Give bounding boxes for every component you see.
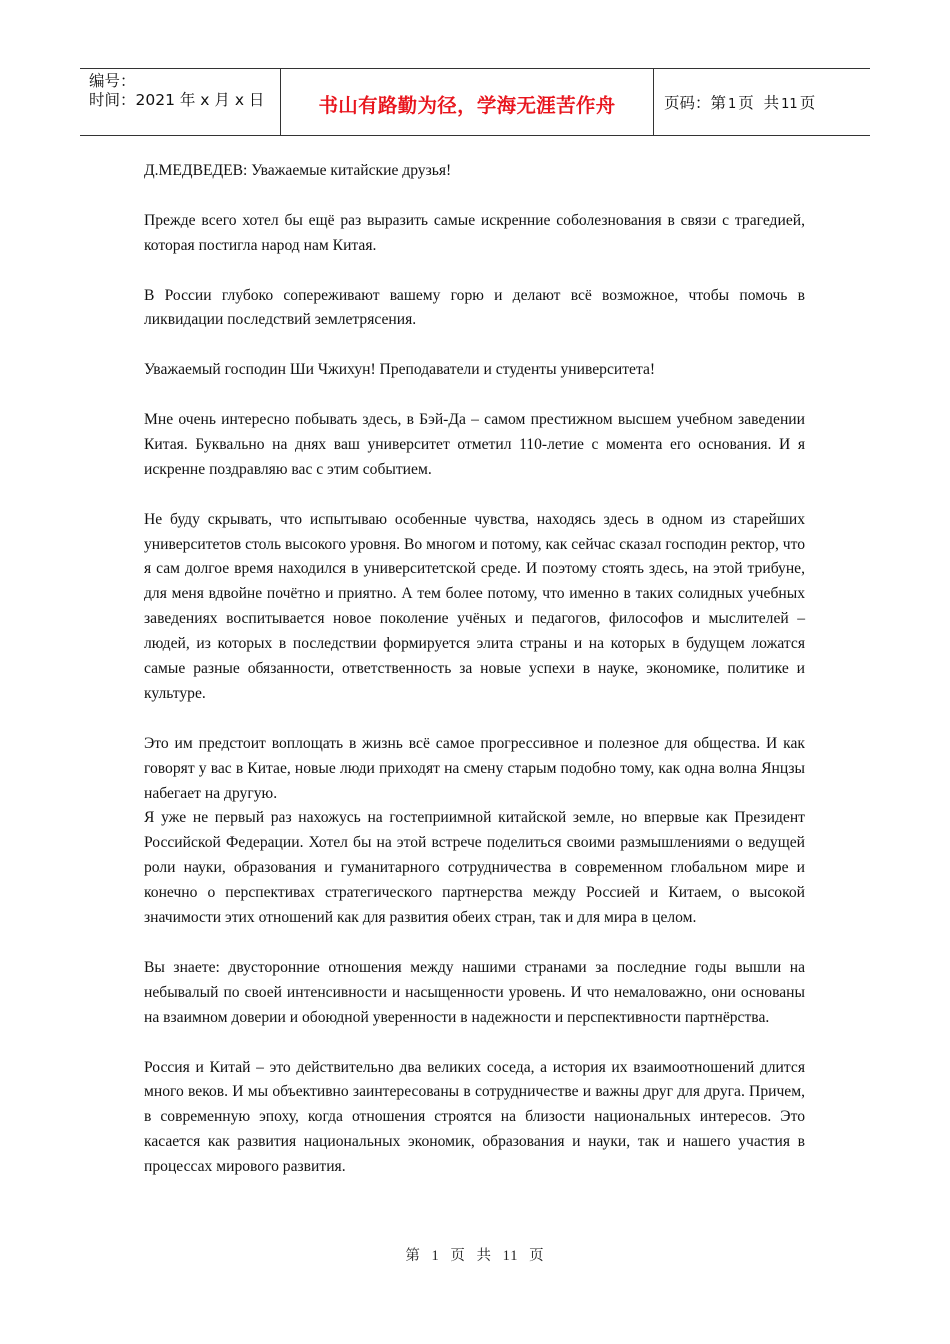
footer-mid1: 页 [450, 1248, 466, 1264]
footer-suffix: 页 [529, 1248, 545, 1264]
page-header [80, 68, 870, 136]
header-motto-cell [281, 69, 654, 135]
paragraph: Россия и Китай – это действительно два великих соседа, а история их взаимоотношений длится много веков. И мы объективно заинтересованы в сотрудничестве и важны друг для друга. Причем, в современную эпоху, когда отношения строятся на близости национальных интересов. Это касается как развития национальных экономик, образования и науки, так и нашего участия в процессах мирового развития. [144, 1058, 805, 1176]
footer-page-total: 11 [502, 1248, 519, 1264]
paragraph: Мне очень интересно побывать здесь, в Бэй-Да – самом престижном высшем учебном заведении Китая. Буквально на днях ваш университет отметил 110-летие с момента его основания. И я искренне поздравляю вас с этим событием. [144, 411, 805, 478]
paragraph: В России глубоко сопереживают вашему горю и делают всё возможное, чтобы помочь в ликвидации последствий землетрясения. [144, 286, 805, 329]
footer-page-current: 1 [431, 1248, 440, 1264]
header-motto: 书山有路勤为径，学海无涯苦作舟 [318, 94, 616, 117]
document-number-label: 编号： [89, 72, 136, 90]
header-page-number [664, 91, 815, 113]
paragraph: Не буду скрывать, что испытываю особенные чувства, находясь здесь в одном из старейших университетов столь высокого уровня. Во многом и потому, как сейчас сказал господин ректор, что я сам долгое время находился в университетской среде. И поэтому стоять здесь, на этой трибуне, для меня вдвойне почётно и приятно. А тем более потому, что именно в таких солидных учебных заведениях воспитывается новое поколение учёных и педагогов, философов и мыслителей – людей, из которых в последствии формируется элита страны и на которых в будущем ложатся самые разные обязанности, ответственность за новые успехи в науке, экономике, политике и культуре. [144, 510, 805, 702]
footer-prefix: 第 [405, 1248, 421, 1264]
header-page-info [654, 69, 870, 135]
paragraph: Прежде всего хотел бы ещё раз выразить самые искренние соболезнования в связи с трагедией, которая постигла народ нам Китая. [144, 211, 805, 254]
page-footer [0, 1244, 950, 1265]
header-meta [80, 69, 281, 135]
paragraph: Уважаемый господин Ши Чжихун! Преподаватели и студенты университета! [144, 361, 656, 379]
header-page-mid: 页 共 [738, 94, 780, 112]
document-date-label: 时间：2021 年 x 月 x 日 [89, 91, 265, 109]
paragraph: Это им предстоит воплощать в жизнь всё самое прогрессивное и полезное для общества. И как говорят у вас в Китае, новые люди приходят на смену старым подобно тому, как одна волна Янцзы набегает на другую. [144, 734, 805, 802]
paragraph: Д.МЕДВЕДЕВ: Уважаемые китайские друзья! [144, 162, 452, 179]
document-body [144, 159, 805, 1180]
paragraph: Вы знаете: двусторонние отношения между нашими странами за последние годы вышли на небывалый по своей интенсивности и насыщенности уровень. И что немаловажно, они основаны на взаимном доверии и обоюдной уверенности в надежности и перспективности партнёрства. [144, 958, 805, 1026]
paragraph: Я уже не первый раз нахожусь на гостеприимной китайской земле, но впервые как Президент Российской Федерации. Хотел бы на этой встрече поделиться своими размышлениями о ведущей роли науки, образования и гуманитарного сотрудничества в современном глобальном мире и конечно о перспективах стратегического партнерства между Россией и Китаем, о высокой значимости этих отношений как для развития обеих стран, так и для мира в целом. [144, 809, 805, 927]
header-page-suffix: 页 [799, 94, 816, 112]
header-page-total: 11 [781, 97, 798, 112]
header-page-current: 1 [728, 97, 737, 112]
header-page-prefix: 页码：第 [664, 94, 727, 112]
footer-mid2: 共 [476, 1248, 492, 1264]
